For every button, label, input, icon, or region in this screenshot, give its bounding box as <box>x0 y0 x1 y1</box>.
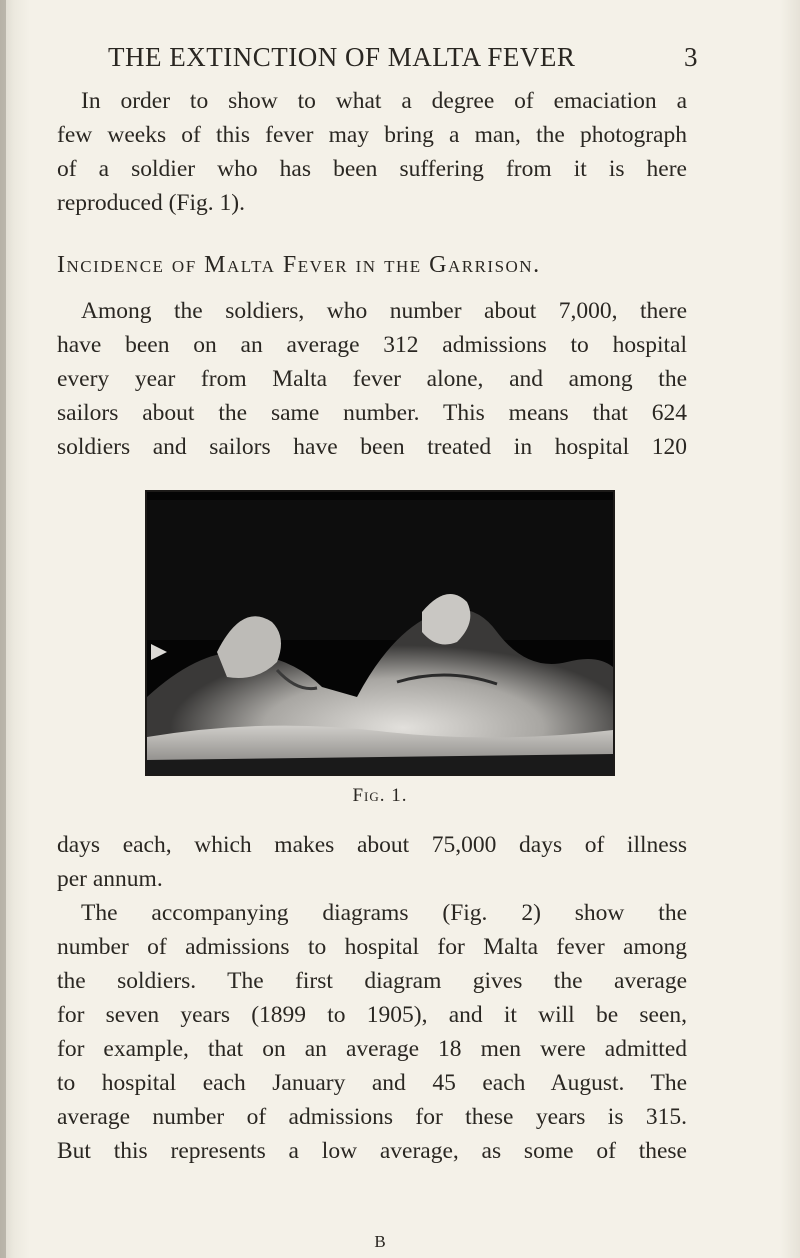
paragraph-line: the soldiers. The first diagram gives the average <box>57 968 687 994</box>
paragraph-line: number of admissions to hospital for Malta fever among <box>57 934 687 960</box>
emaciated-soldier-photo <box>147 492 613 774</box>
paragraph-line: sailors about the same number. This means that 624 <box>57 400 687 426</box>
paragraph-line: days each, which makes about 75,000 days of illness <box>57 832 687 858</box>
paragraph-line: every year from Malta fever alone, and among the <box>57 366 687 392</box>
paragraph-line: few weeks of this fever may bring a man, the photograph <box>57 122 687 148</box>
paragraph-line: Among the soldiers, who number about 7,000, there <box>81 298 687 324</box>
paragraph-days-illness <box>57 828 687 896</box>
paragraph-line: for seven years (1899 to 1905), and it will be seen, <box>57 1002 687 1028</box>
paragraph-emaciation <box>57 84 687 220</box>
paragraph-line: have been on an average 312 admissions to hospital <box>57 332 687 358</box>
page-number: 3 <box>684 42 698 72</box>
paragraph-line: for example, that on an average 18 men were admitted <box>57 1036 687 1062</box>
running-head-title: THE EXTINCTION OF MALTA FEVER <box>108 42 576 72</box>
binding-edge <box>0 0 6 1258</box>
paragraph-line: of a soldier who has been suffering from it is here <box>57 156 687 182</box>
running-head <box>108 42 698 73</box>
signature-mark: B <box>374 1232 386 1251</box>
paragraph-line: to hospital each January and 45 each August. The <box>57 1070 687 1096</box>
paragraph-line: per annum. <box>57 866 163 892</box>
paragraph-line: But this represents a low average, as some of these <box>57 1138 687 1164</box>
paragraph-line: The accompanying diagrams (Fig. 2) show the <box>81 900 687 926</box>
figure-caption: Fig. 1. <box>352 785 408 806</box>
paragraph-line: soldiers and sailors have been treated in hospital 120 <box>57 434 687 460</box>
figure-photograph <box>145 490 615 776</box>
section-heading: Incidence of Malta Fever in the Garrison. <box>57 252 541 278</box>
paragraph-line: In order to show to what a degree of emaciation a <box>81 88 687 114</box>
paragraph-line: reproduced (Fig. 1). <box>57 190 245 216</box>
paragraph-incidence <box>57 294 687 464</box>
paragraph-line: average number of admissions for these years is 315. <box>57 1104 687 1130</box>
paragraph-diagrams <box>57 896 687 1168</box>
